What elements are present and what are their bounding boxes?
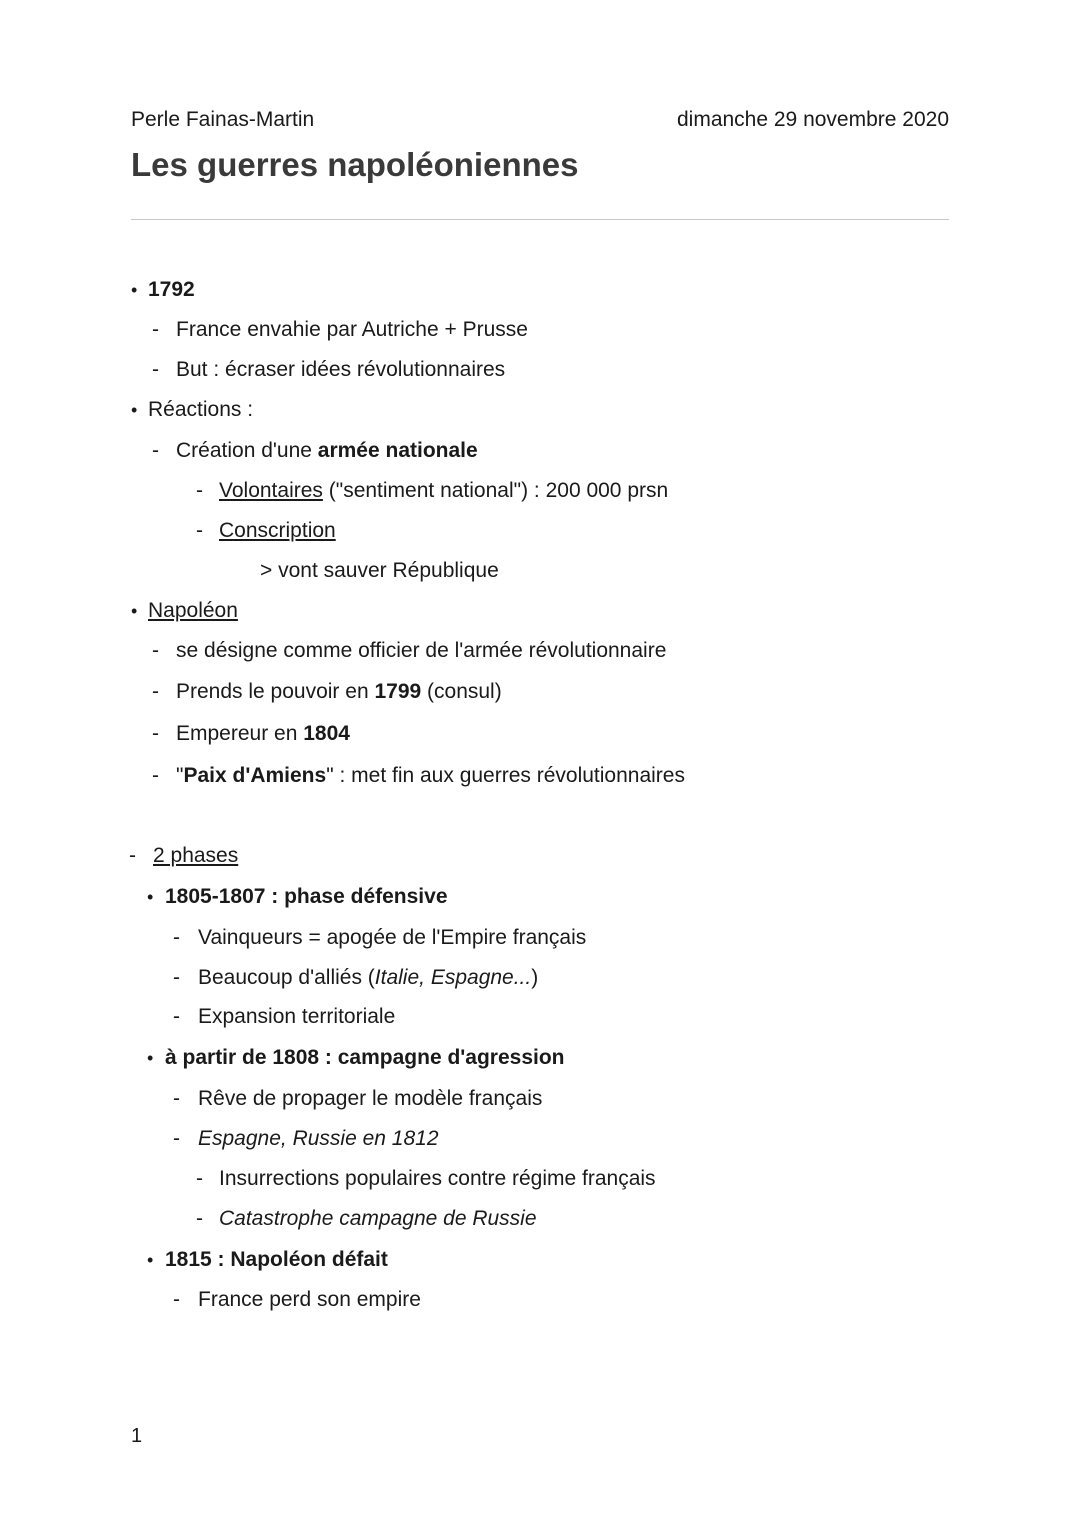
note-text: ) — [531, 966, 539, 989]
note-text: Espagne, Russie en 1812 — [198, 1127, 439, 1150]
bullet-marker: • — [147, 1048, 154, 1068]
dash-marker: - — [152, 439, 159, 462]
note-text: armée nationale — [317, 439, 478, 462]
note-line — [260, 558, 499, 584]
note-text: Empereur en — [176, 722, 304, 745]
note-line — [219, 1166, 656, 1192]
page-header — [131, 108, 949, 138]
note-line — [198, 925, 586, 951]
note-line — [198, 1086, 542, 1112]
note-line — [219, 478, 668, 504]
dash-marker: - — [196, 1167, 203, 1190]
note-line — [176, 638, 666, 664]
dash-marker: - — [152, 358, 159, 381]
note-text: Catastrophe campagne de Russie — [219, 1207, 537, 1230]
note-text: Expansion territoriale — [198, 1005, 396, 1028]
note-line — [198, 1126, 439, 1152]
note-line — [176, 317, 528, 343]
note-line — [148, 397, 253, 423]
note-text: Volontaires — [219, 479, 323, 502]
note-line — [198, 1004, 395, 1030]
note-line — [176, 763, 685, 789]
dash-marker: - — [152, 639, 159, 662]
bullet-marker: • — [131, 280, 138, 300]
note-line — [219, 518, 336, 544]
note-line — [165, 884, 448, 910]
note-text: (consul) — [421, 680, 502, 703]
dash-marker: - — [196, 1207, 203, 1230]
dash-marker: - — [173, 1288, 180, 1311]
note-text: à partir de 1808 : campagne d'agression — [165, 1046, 565, 1069]
page-number: 1 — [131, 1425, 143, 1447]
note-text: Réactions : — [148, 398, 254, 421]
note-text: Création d'une — [176, 439, 318, 462]
dash-marker: - — [196, 479, 203, 502]
bullet-marker: • — [147, 887, 154, 907]
dash-marker: - — [196, 519, 203, 542]
dash-marker: - — [152, 722, 159, 745]
note-line — [176, 721, 350, 747]
note-text: Rêve de propager le modèle français — [198, 1087, 543, 1110]
note-text: 1815 : Napoléon défait — [165, 1248, 388, 1271]
dash-marker: - — [173, 966, 180, 989]
note-text: 1805-1807 : phase défensive — [165, 885, 448, 908]
page-title: Les guerres napoléoniennes — [131, 146, 579, 183]
note-line — [148, 277, 195, 303]
note-line — [165, 1045, 564, 1071]
dash-marker: - — [152, 680, 159, 703]
note-text: But : écraser idées révolutionnaires — [176, 358, 506, 381]
note-line — [148, 598, 238, 624]
note-line — [176, 438, 478, 464]
note-text: Conscription — [219, 519, 336, 542]
dash-marker: - — [129, 844, 136, 867]
note-text: " — [176, 764, 184, 787]
note-text: Beaucoup d'alliés ( — [198, 966, 375, 989]
note-text: > vont sauver République — [260, 559, 499, 582]
note-text: 1799 — [374, 680, 422, 703]
note-text: 1792 — [148, 278, 195, 301]
bullet-marker: • — [147, 1250, 154, 1270]
document-date: dimanche 29 novembre 2020 — [676, 108, 949, 131]
note-text: Prends le pouvoir en — [176, 680, 375, 703]
note-line — [176, 679, 502, 705]
dash-marker: - — [173, 1127, 180, 1150]
note-line — [219, 1206, 537, 1232]
note-line — [198, 1287, 421, 1313]
note-text: Napoléon — [148, 599, 238, 622]
bullet-marker: • — [131, 601, 138, 621]
note-line — [176, 357, 505, 383]
note-text: Vainqueurs = apogée de l'Empire français — [198, 926, 587, 949]
dash-marker: - — [173, 1005, 180, 1028]
note-text: se désigne comme officier de l'armée révolutionnaire — [176, 639, 667, 662]
note-line — [198, 965, 538, 991]
note-text: ("sentiment national") : 200 000 prsn — [322, 479, 669, 502]
author-name: Perle Fainas-Martin — [131, 108, 315, 131]
note-text: 2 phases — [153, 844, 239, 867]
note-line — [165, 1247, 388, 1273]
note-text: 1804 — [303, 722, 350, 745]
dash-marker: - — [173, 926, 180, 949]
note-text: Insurrections populaires contre régime français — [219, 1167, 656, 1190]
note-text: Paix d'Amiens — [183, 764, 327, 787]
note-text: France envahie par Autriche + Prusse — [176, 318, 528, 341]
note-text: Italie, Espagne... — [374, 966, 532, 989]
note-line — [153, 843, 238, 869]
bullet-marker: • — [131, 400, 138, 420]
dash-marker: - — [152, 318, 159, 341]
dash-marker: - — [173, 1087, 180, 1110]
note-text: " : met fin aux guerres révolutionnaires — [326, 764, 685, 787]
header-divider — [131, 219, 949, 220]
dash-marker: - — [152, 764, 159, 787]
note-text: France perd son empire — [198, 1288, 421, 1311]
